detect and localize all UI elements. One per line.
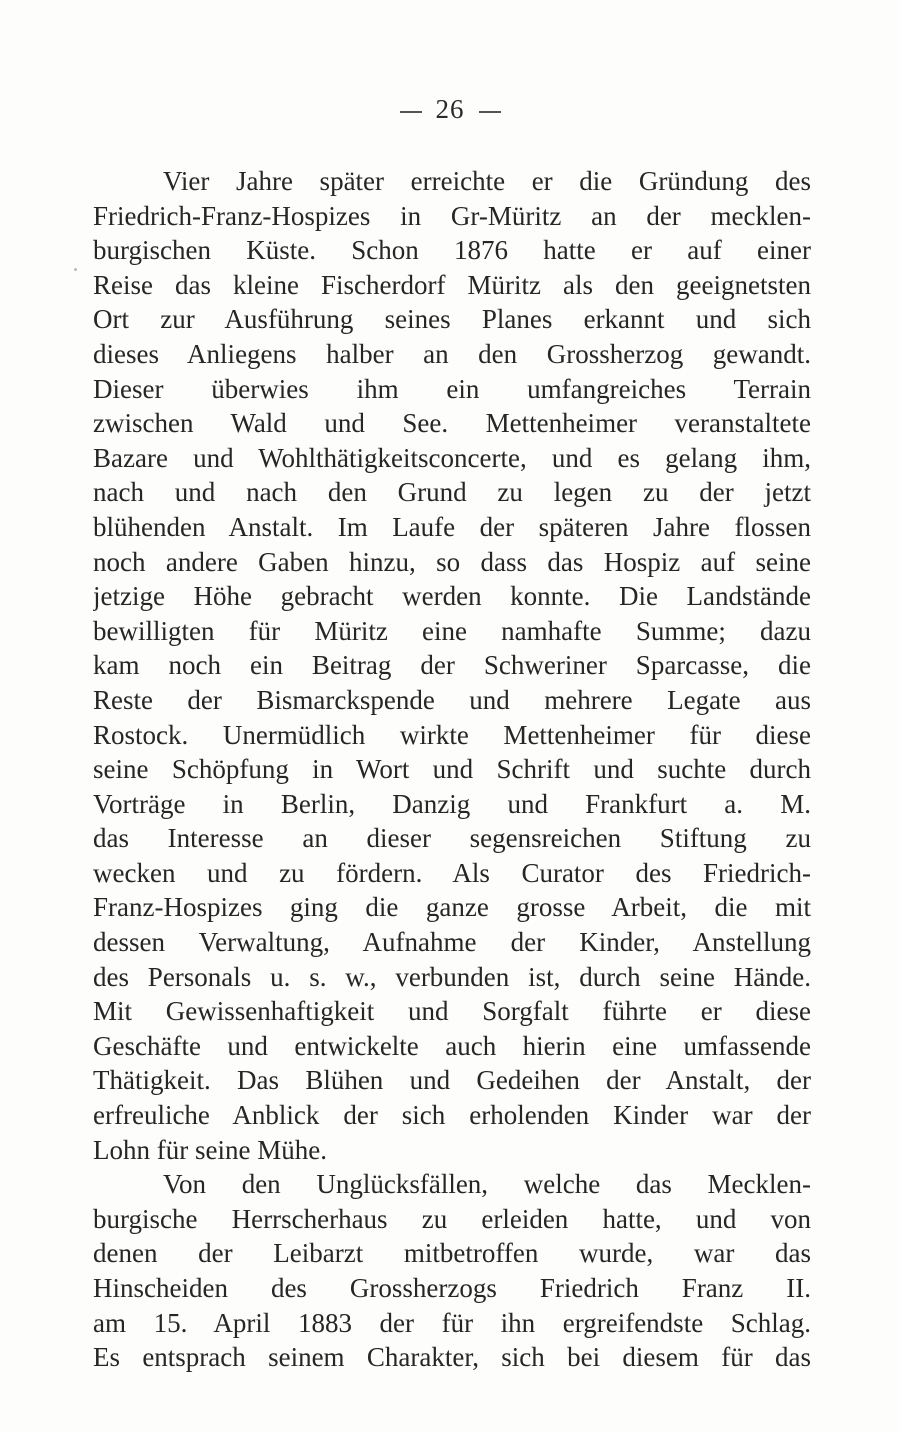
text-line: blühenden Anstalt. Im Laufe der späteren Jahre flossen <box>93 511 811 542</box>
right-dash <box>479 111 501 113</box>
text-line: Hinscheiden des Grossherzogs Friedrich Franz II. <box>93 1273 811 1303</box>
text-line: denen der Leibarzt mitbetroffen wurde, war das <box>93 1238 811 1269</box>
text-line: Es entsprach seinem Charakter, sich bei diesem für das <box>93 1342 811 1373</box>
margin-speck <box>74 268 77 271</box>
text-line: Reste der Bismarckspende und mehrere Legate aus <box>93 684 811 715</box>
text-line: zwischen Wald und See. Mettenheimer veranstaltete <box>93 408 811 439</box>
text-line: Mit Gewissenhaftigkeit und Sorgfalt führte er diese <box>93 996 811 1027</box>
text-line: bewilligten für Müritz eine namhafte Summe; dazu <box>93 615 811 646</box>
body-text <box>93 164 811 1375</box>
text-line: des Personals u. s. w., verbunden ist, durch seine Hände. <box>93 961 811 992</box>
text-line: nach und nach den Grund zu legen zu der jetzt <box>93 477 811 508</box>
text-line: dieses Anliegens halber an den Grossherzog gewandt. <box>93 338 811 369</box>
text-line: Dieser überwies ihm ein umfangreiches Terrain <box>93 373 811 404</box>
text-line: Von den Unglücksfällen, welche das Mecklen- <box>163 1169 811 1200</box>
paragraph-2 <box>93 1167 811 1375</box>
text-line: dessen Verwaltung, Aufnahme der Kinder, Anstellung <box>93 927 811 958</box>
text-line: jetzige Höhe gebracht werden konnte. Die Landstände <box>93 581 811 612</box>
text-line: burgische Herrscherhaus zu erleiden hatte, und von <box>93 1203 811 1234</box>
page-number: 26 <box>435 94 465 124</box>
paragraph-1 <box>93 164 811 1167</box>
text-line: am 15. April 1883 der für ihn ergreifendste Schlag. <box>93 1307 811 1338</box>
text-line: Thätigkeit. Das Blühen und Gedeihen der Anstalt, der <box>93 1065 811 1096</box>
text-line: Franz-Hospizes ging die ganze grosse Arbeit, die mit <box>93 892 811 923</box>
text-line: Vorträge in Berlin, Danzig und Frankfurt a. M. <box>93 788 811 819</box>
text-line: Geschäfte und entwickelte auch hierin eine umfassende <box>93 1030 811 1061</box>
text-line: wecken und zu fördern. Als Curator des Friedrich- <box>93 857 811 888</box>
text-line: noch andere Gaben hinzu, so dass das Hospiz auf seine <box>93 546 811 577</box>
text-line: kam noch ein Beitrag der Schweriner Sparcasse, die <box>93 650 811 681</box>
text-line: Ort zur Ausführung seines Planes erkannt und sich <box>93 304 811 335</box>
text-line: Rostock. Unermüdlich wirkte Mettenheimer für diese <box>93 719 811 750</box>
text-line: Vier Jahre später erreichte er die Gründung des <box>163 166 811 196</box>
text-line: burgischen Küste. Schon 1876 hatte er auf einer <box>93 235 811 266</box>
text-line: seine Schöpfung in Wort und Schrift und suchte durch <box>93 754 811 785</box>
text-line: Bazare und Wohlthätigkeitsconcerte, und es gelang ihm, <box>93 442 811 473</box>
left-dash <box>400 111 422 113</box>
text-line: Friedrich-Franz-Hospizes in Gr-Müritz an der mecklen- <box>93 200 811 231</box>
text-line: Lohn für seine Mühe. <box>93 1134 327 1165</box>
text-line: das Interesse an dieser segensreichen Stiftung zu <box>93 823 811 854</box>
text-line: erfreuliche Anblick der sich erholenden Kinder war der <box>93 1100 811 1131</box>
page-number-header <box>0 94 900 125</box>
text-line: Reise das kleine Fischerdorf Müritz als den geeignetsten <box>93 269 811 300</box>
